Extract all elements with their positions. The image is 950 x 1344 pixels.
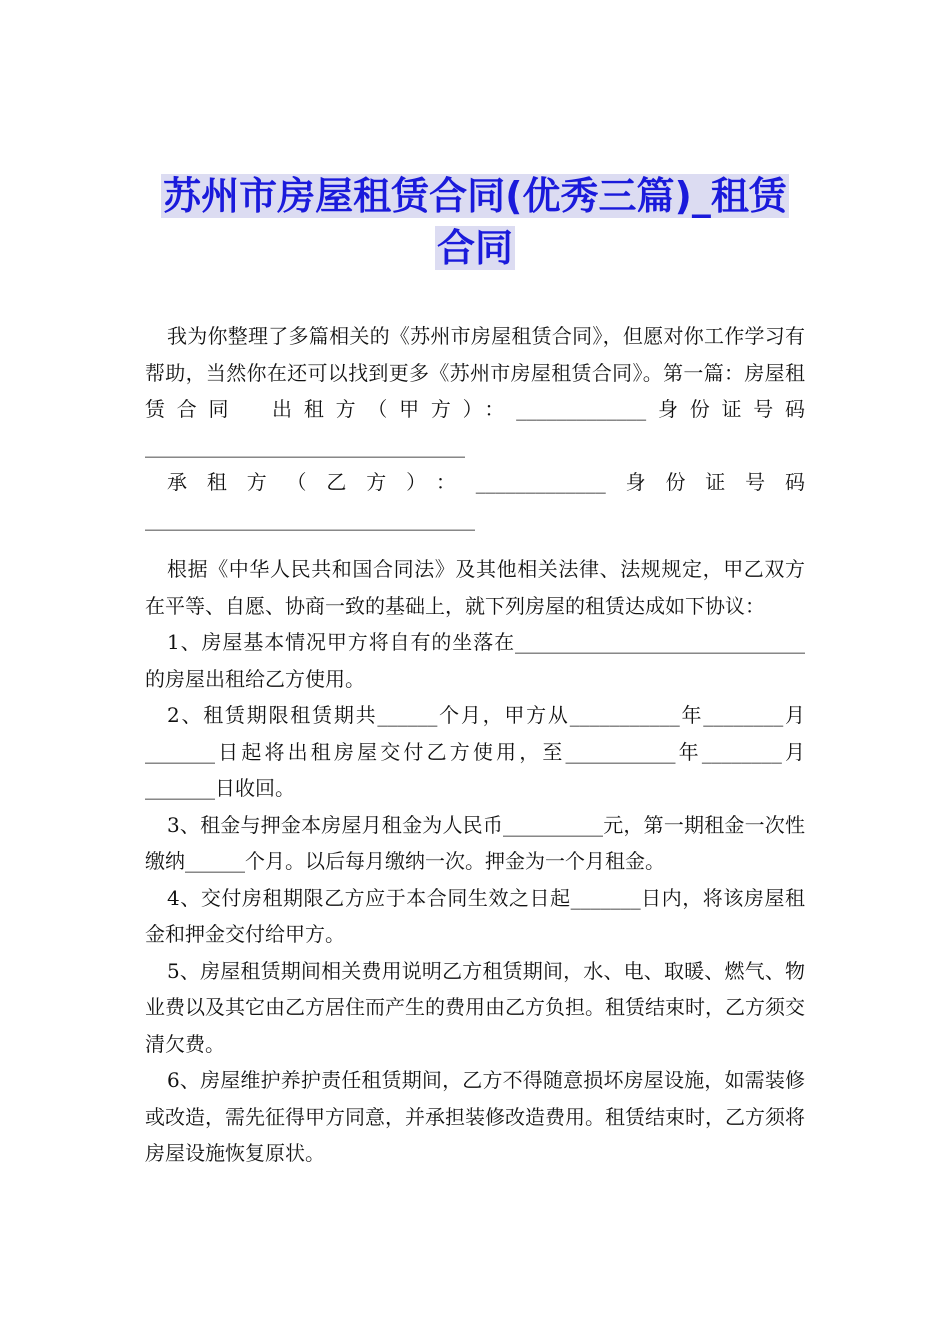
clause-2: 2、租赁期限租赁期共______个月，甲方从___________年________月_______日起将出租房屋交付乙方使用，至___________年________月_______日收回。 — [145, 703, 805, 800]
document-body — [145, 318, 805, 1172]
document-title — [100, 170, 850, 274]
title-line-2: 合同 — [436, 226, 513, 270]
clause-6: 6、房屋维护养护责任租赁期间，乙方不得随意损坏房屋设施，如需装修或改造，需先征得甲方同意，并承担装修改造费用。租赁结束时，乙方须将房屋设施恢复原状。 — [145, 1068, 805, 1165]
intro-paragraph: 我为你整理了多篇相关的《苏州市房屋租赁合同》，但愿对你工作学习有帮助，当然你在还可以找到更多《苏州市房屋租赁合同》。第一篇：房屋租赁合同 出租方（甲方）：_____________身份证号码________________________________ — [145, 324, 805, 458]
clause-3: 3、租金与押金本房屋月租金为人民币__________元，第一期租金一次性缴纳______个月。以后每月缴纳一次。押金为一个月租金。 — [145, 812, 805, 873]
clause-5: 5、房屋租赁期间相关费用说明乙方租赁期间，水、电、取暖、燃气、物业费以及其它由乙方居住而产生的费用由乙方负担。租赁结束时，乙方须交清欠费。 — [145, 958, 805, 1056]
clause-1: 1、房屋基本情况甲方将自有的坐落在_____________________________的房屋出租给乙方使用。 — [145, 630, 805, 691]
basis-paragraph: 根据《中华人民共和国合同法》及其他相关法律、法规规定，甲乙双方在平等、自愿、协商一致的基础上，就下列房屋的租赁达成如下协议： — [145, 557, 805, 618]
tenant-paragraph: 承租方（乙方）：_____________身份证号码_________________________________ — [145, 470, 805, 531]
clause-4: 4、交付房租期限乙方应于本合同生效之日起_______日内，将该房屋租金和押金交付给甲方。 — [145, 885, 805, 946]
title-line-1: 苏州市房屋租赁合同(优秀三篇)_租赁 — [163, 174, 787, 218]
